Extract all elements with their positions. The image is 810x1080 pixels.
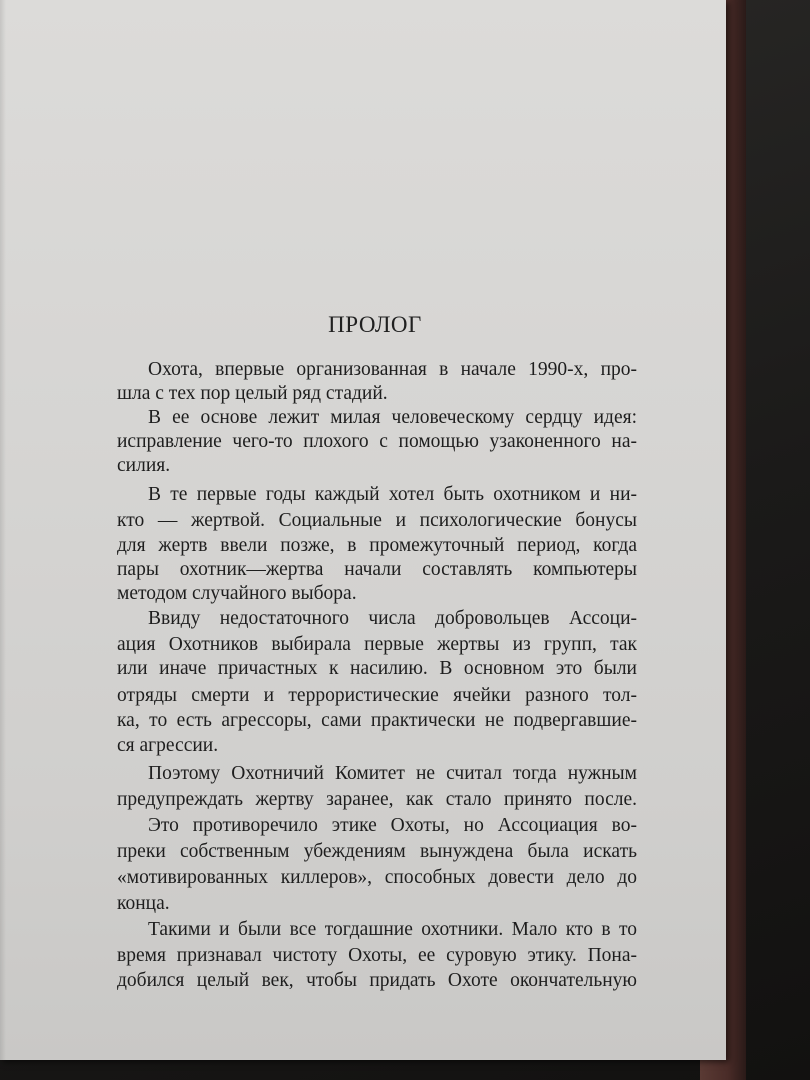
text-line: Поэтому Охотничий Комитет не считал тогда нужным (148, 763, 637, 784)
text-line: конца. (117, 893, 170, 914)
text-line: кто — жертвой. Социальные и психологические бонусы (117, 510, 637, 531)
text-line: ация Охотников выбирала первые жертвы из групп, так (117, 634, 637, 655)
chapter-title: ПРОЛОГ (328, 312, 422, 337)
text-line: В те первые годы каждый хотел быть охотником и ни- (148, 484, 637, 505)
text-line: «мотивированных киллеров», способных довести дело до (117, 867, 637, 888)
text-line: ка, то есть агрессоры, сами практически не подвергавшие- (117, 710, 637, 731)
text-line: добился целый век, чтобы придать Охоте окончательную (117, 970, 637, 991)
text-line: исправление чего-то плохого с помощью узаконенного на- (117, 431, 637, 452)
text-line: время признавал чистоту Охоты, ее суровую этику. Пона- (117, 945, 637, 966)
text-line: ся агрессии. (117, 735, 219, 756)
text-line: методом случайного выбора. (117, 583, 357, 604)
text-line: преки собственным убеждениям вынуждена была искать (117, 841, 637, 862)
text-line: Это противоречило этике Охоты, но Ассоциация во- (148, 815, 637, 836)
text-line: отряды смерти и террористические ячейки разного тол- (117, 685, 637, 706)
text-line: для жертв ввели позже, в промежуточный период, когда (117, 535, 637, 556)
text-line: Такими и были все тогдашние охотники. Мало кто в то (148, 919, 637, 940)
text-line: силия. (117, 455, 171, 476)
text-line: или иначе причастных к насилию. В основном это были (117, 658, 637, 679)
text-line: пары охотник—жертва начали составлять компьютеры (117, 559, 637, 580)
text-line: Охота, впервые организованная в начале 1990-х, про- (148, 359, 637, 380)
text-line: В ее основе лежит милая человеческому сердцу идея: (148, 407, 637, 428)
text-line: шла с тех пор целый ряд стадий. (117, 383, 388, 404)
text-line: предупреждать жертву заранее, как стало принято после. (117, 789, 637, 810)
text-line: Ввиду недостаточного числа добровольцев Ассоци- (148, 608, 637, 629)
